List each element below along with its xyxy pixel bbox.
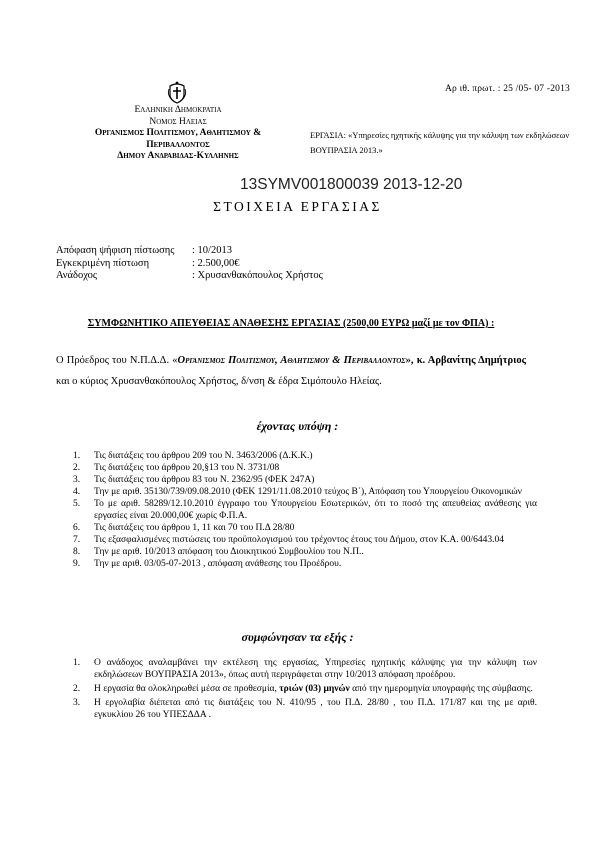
term-text-a: Η εργασία θα ολοκληρωθεί μέσα σε προθεσμία, bbox=[94, 684, 280, 694]
terms-list bbox=[67, 657, 537, 723]
item-text: Τις διατάξεις του άρθρου 20,§13 του Ν. 3731/08 bbox=[94, 463, 280, 473]
item-text: Η εργολαβία διέπεται από τις διατάξεις του Ν. 410/95 , του Π.Δ. 28/80 , του Π.Δ. 171/87 και της με αριθ. εγκυκλίου 26 του ΥΠΕΣΔΔΑ . bbox=[94, 698, 537, 720]
registration-stamp: 13SYMV001800039 2013-12-20 bbox=[240, 176, 463, 193]
considerations-heading: έχοντας υπόψη : bbox=[256, 419, 339, 433]
issuer-organization: Οργανισμος Πολιτισμου, Αθλητισμου & bbox=[94, 128, 262, 138]
fact-value: : 2.500,00€ bbox=[192, 257, 240, 269]
item-text: Τις διατάξεις του άρθρου 209 του Ν. 3463/2006 (Δ.Κ.Κ.) bbox=[94, 451, 313, 461]
item-text: Την με αριθ. 03/05-07-2013 , απόφαση ανάθεσης του Προέδρου. bbox=[94, 559, 342, 569]
list-item bbox=[67, 683, 537, 695]
president-name: Αρβανίτης Δημήτριος bbox=[427, 355, 527, 366]
item-number: 1. bbox=[73, 658, 81, 668]
item-number: 4. bbox=[73, 487, 81, 497]
intro-text-3: και ο κύριος Χρυσανθακόπουλος Χρήστος, δ/νση & έδρα Σιμόπουλο Ηλείας. bbox=[56, 376, 382, 387]
issuer-country: Ελληνικη Δημοκρατια bbox=[134, 105, 222, 115]
intro-text-1: Ο Πρόεδρος του Ν.Π.Δ.Δ. « bbox=[56, 355, 178, 366]
item-number: 2. bbox=[73, 463, 81, 473]
item-number: 9. bbox=[73, 559, 81, 569]
item-text: Τις εξασφαλισμένες πιστώσεις του προϋπολογισμού του τρέχοντος έτους του Δήμου, στον Κ.Α. 00/6443.04 bbox=[94, 535, 505, 545]
intro-organization: Οργανισμος Πολιτισμου, Αθλητισμου & Περιβαλλοντος bbox=[177, 355, 406, 366]
fact-value: : 10/2013 bbox=[192, 245, 232, 256]
fact-label: Ανάδοχος bbox=[56, 270, 98, 281]
item-text: Το με αριθ. 58289/12.10.2010 έγγραφο του Υπουργείου Εσωτερικών, ότι το ποσό της απευθείας ανάθεσης για εργασίες είναι 20.000,00€ χωρίς Φ.Π.Α. bbox=[94, 499, 537, 521]
greek-coat-of-arms-icon bbox=[166, 80, 188, 104]
term-text-c: από την ημερομηνία υπογραφής της σύμβασης. bbox=[349, 684, 533, 694]
item-number: 7. bbox=[73, 535, 81, 545]
fact-value: : Χρυσανθακόπουλος Χρήστος bbox=[192, 270, 323, 281]
intro-text-2: », κ. bbox=[405, 355, 428, 366]
item-number: 5. bbox=[73, 499, 81, 509]
item-text: Την με αριθ. 10/2013 απόφαση του Διοικητικού Συμβουλίου του Ν.Π.. bbox=[94, 547, 364, 557]
list-item bbox=[67, 450, 537, 462]
fact-row bbox=[56, 258, 323, 271]
fact-row bbox=[56, 245, 323, 258]
protocol-number: Αρ ιθ. πρωτ. : 25 /05- 07 -2013 bbox=[445, 84, 570, 94]
list-item bbox=[67, 522, 537, 534]
issuer-municipality: Δημου Ανδραβιδας-Κυλληνης bbox=[117, 151, 239, 161]
intro-paragraph bbox=[56, 350, 526, 392]
item-number: 2. bbox=[73, 684, 81, 694]
list-item bbox=[67, 657, 537, 681]
item-text: Τις διατάξεις του άρθρου 1, 11 και 70 του Π.Δ 28/80 bbox=[94, 523, 295, 533]
item-number: 3. bbox=[73, 698, 81, 708]
list-item bbox=[67, 486, 537, 498]
fact-row bbox=[56, 270, 323, 283]
item-number: 8. bbox=[73, 547, 81, 557]
agreement-terms-heading: συμφώνησαν τα εξής : bbox=[241, 630, 354, 644]
agreement-title: ΣΥΜΦΩΝΗΤΙΚΟ ΑΠΕΥΘΕΙΑΣ ΑΝΑΘΕΣΗΣ ΕΡΓΑΣΙΑΣ (2500,00 ΕΥΡΩ μαζί με τον ΦΠΑ) : bbox=[87, 318, 495, 329]
list-item bbox=[67, 697, 537, 721]
item-text: Ο ανάδοχος αναλαμβάνει την εκτέλεση της εργασίας, Υπηρεσίες ηχητικής κάλυψης για την κάλυψη των εκδηλώσεων ΒΟΥΠΡΑΣΙΑ 2013», όπως αυτή περιγράφεται στην 10/2013 απόφαση προέδρου. bbox=[94, 658, 537, 680]
list-item bbox=[67, 462, 537, 474]
fact-label: Απόφαση ψήφιση πίστωσης bbox=[56, 245, 175, 256]
term-deadline: τριών (03) μηνών bbox=[279, 684, 350, 694]
list-item bbox=[67, 546, 537, 558]
list-item bbox=[67, 534, 537, 546]
item-number: 6. bbox=[73, 523, 81, 533]
issuer-prefecture: Νομος Ηλειας bbox=[149, 116, 207, 127]
item-text: Τις διατάξεις του άρθρου 83 του Ν. 2362/95 (ΦΕΚ 247Α) bbox=[94, 475, 315, 485]
item-number: 3. bbox=[73, 475, 81, 485]
issuer-block bbox=[60, 105, 296, 163]
work-description: ΕΡΓΑΣΙΑ: «Υπηρεσίες ηχητικής κάλυψης για την κάλυψη των εκδηλώσεων ΒΟΥΠΡΑΣΙΑ 2013.» bbox=[310, 130, 570, 155]
item-number: 1. bbox=[73, 451, 81, 461]
considerations-list bbox=[67, 450, 537, 570]
work-facts bbox=[56, 245, 323, 283]
list-item bbox=[67, 558, 537, 570]
list-item bbox=[67, 474, 537, 486]
item-text bbox=[94, 683, 537, 695]
fact-label: Εγκεκριμένη πίστωση bbox=[56, 257, 150, 269]
document-title: ΣΤΟΙΧΕΙΑ ΕΡΓΑΣΙΑΣ bbox=[213, 199, 382, 214]
issuer-organization-cont: Περιβαλλοντος bbox=[146, 139, 210, 150]
list-item bbox=[67, 498, 537, 522]
item-text: Την με αριθ. 35130/739/09.08.2010 (ΦΕΚ 1291/11.08.2010 τεύχος Β΄), Απόφαση του Υπουργείου Οικονομικών bbox=[94, 487, 522, 497]
